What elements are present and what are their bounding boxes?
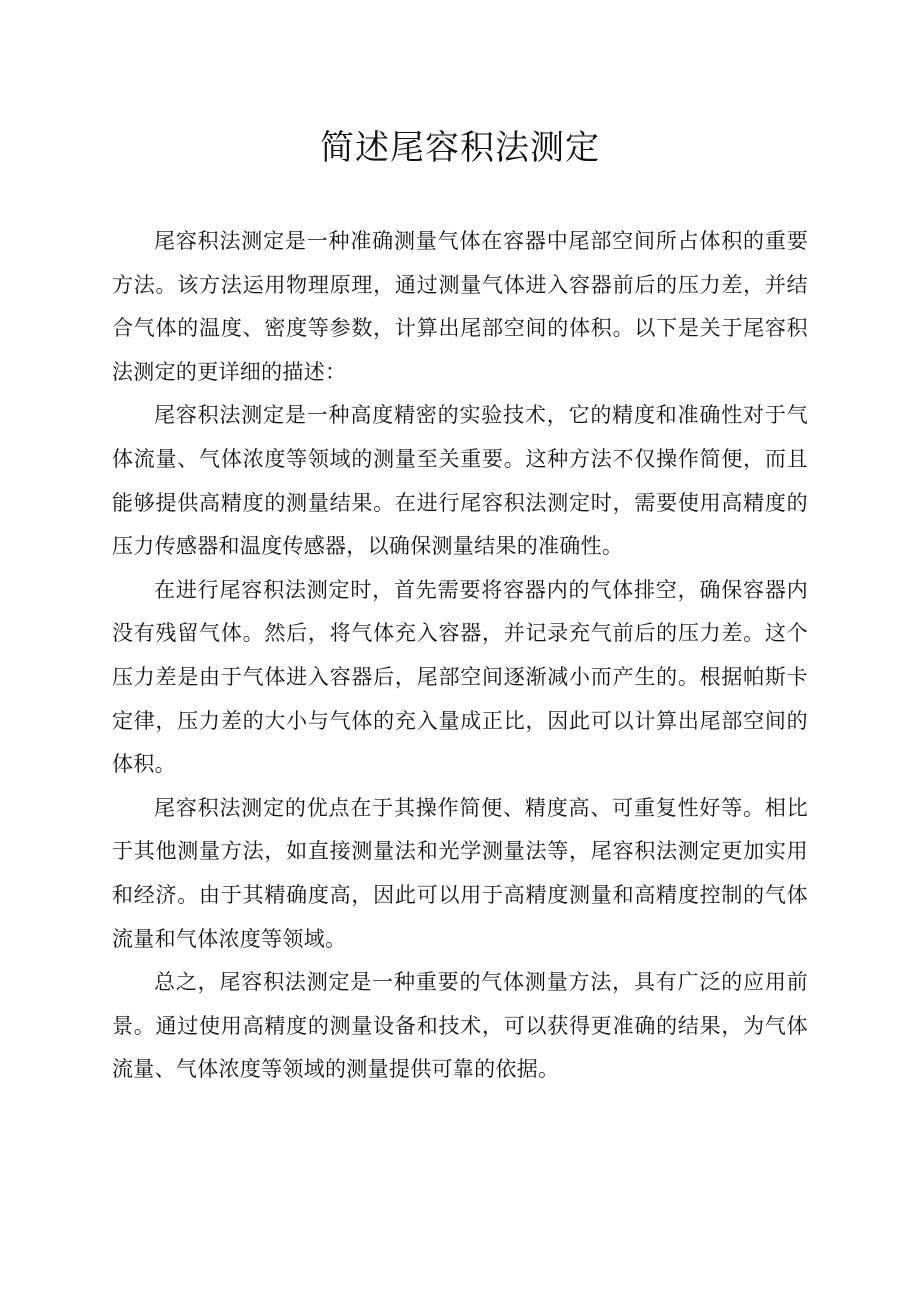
- document-body: [112, 220, 808, 1092]
- document-title: 简述尾容积法测定: [320, 128, 600, 168]
- paragraph-4: 尾容积法测定的优点在于其操作简便、精度高、可重复性好等。相比于其他测量方法，如直接测量法和光学测量法等，尾容积法测定更加实用和经济。由于其精确度高，因此可以用于高精度测量和高精度控制的气体流量和气体浓度等领域。: [112, 795, 808, 951]
- paragraph-3: 在进行尾容积法测定时，首先需要将容器内的气体排空，确保容器内没有残留气体。然后，将气体充入容器，并记录充气前后的压力差。这个压力差是由于气体进入容器后，尾部空间逐渐减小而产生的。根据帕斯卡定律，压力差的大小与气体的充入量成正比，因此可以计算出尾部空间的体积。: [112, 577, 808, 777]
- paragraph-1: 尾容积法测定是一种准确测量气体在容器中尾部空间所占体积的重要方法。该方法运用物理原理，通过测量气体进入容器前后的压力差，并结合气体的温度、密度等参数，计算出尾部空间的体积。以下是关于尾容积法测定的更详细的描述：: [112, 229, 808, 384]
- paragraph-5: 总之，尾容积法测定是一种重要的气体测量方法，具有广泛的应用前景。通过使用高精度的测量设备和技术，可以获得更准确的结果，为气体流量、气体浓度等领域的测量提供可靠的依据。: [112, 970, 808, 1082]
- paragraph-2: 尾容积法测定是一种高度精密的实验技术，它的精度和准确性对于气体流量、气体浓度等领域的测量至关重要。这种方法不仅操作简便，而且能够提供高精度的测量结果。在进行尾容积法测定时，需要使用高精度的压力传感器和温度传感器，以确保测量结果的准确性。: [112, 403, 808, 559]
